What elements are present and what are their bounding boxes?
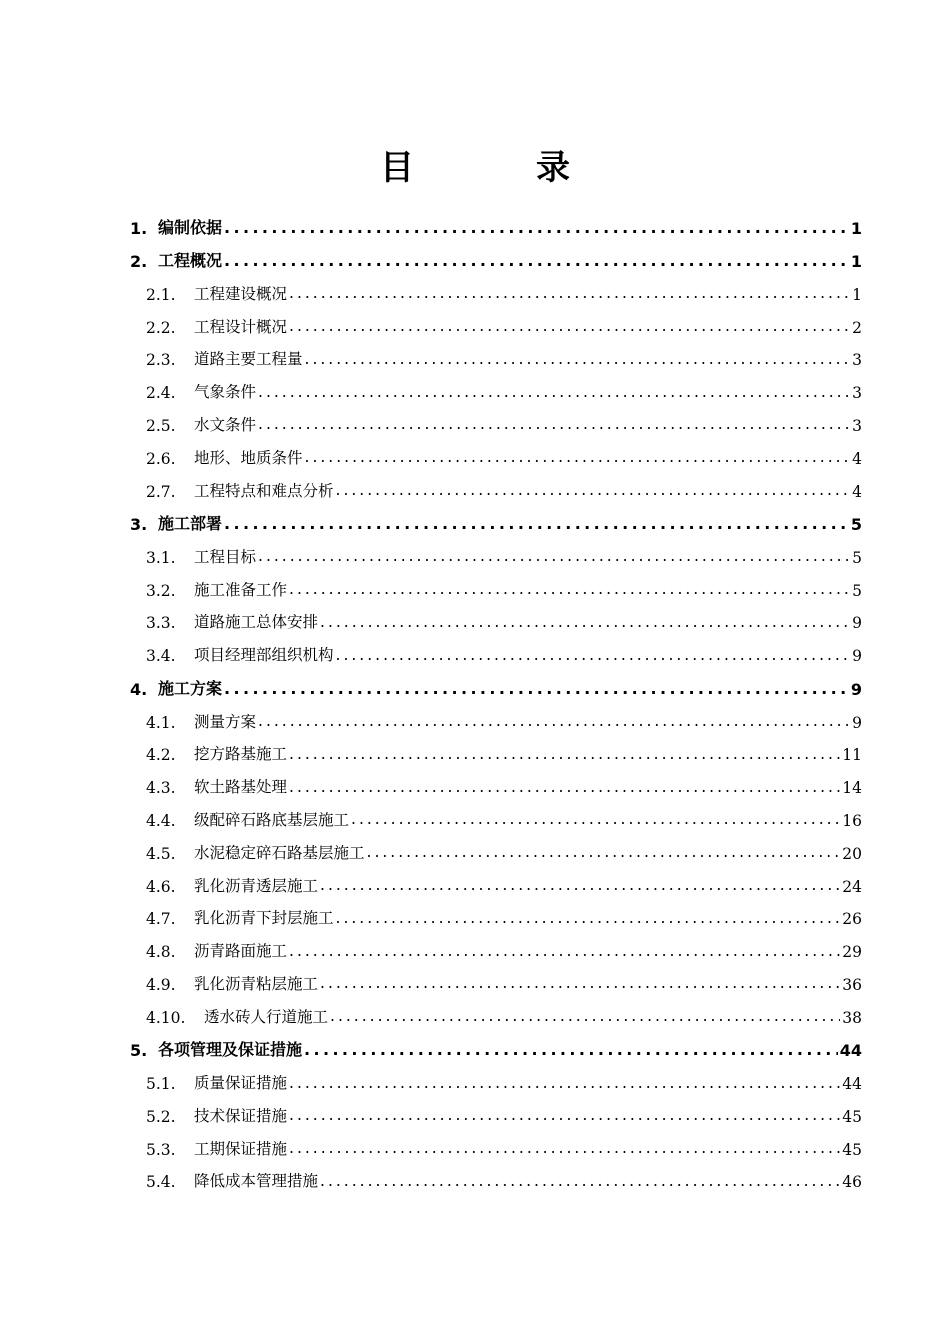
toc-entry-page: 9 [852,614,862,633]
toc-entry-label: 工期保证措施 [194,1139,288,1158]
toc-entry-number: 5. [130,1041,148,1061]
toc-leader-dots [289,1141,840,1159]
toc-entry-number: 3.1. [146,548,176,567]
toc-entry-label: 沥青路面施工 [194,942,288,961]
toc-entry[interactable] [130,501,862,535]
toc-entry-label: 施工方案 [158,678,223,698]
toc-entry-number: 5.2. [146,1107,176,1126]
toc-entry-number: 3. [130,515,148,535]
toc-entry-page: 4 [852,449,862,468]
toc-entry-number: 5.1. [146,1075,176,1094]
toc-entry[interactable] [130,732,862,765]
toc-entry-number: 4.9. [146,975,176,994]
toc-entry-number: 2.1. [146,285,176,304]
toc-entry-label: 工程建设概况 [194,284,288,303]
toc-entry[interactable] [130,1093,862,1126]
toc-leader-dots [289,582,850,600]
toc-entry-number: 4.7. [146,910,176,929]
toc-entry-label: 乳化沥青粘层施工 [194,974,319,993]
toc-entry-number: 3.2. [146,581,176,600]
toc-entry-label: 水文条件 [194,415,257,434]
toc-entry[interactable] [130,830,862,863]
toc-entry-number: 2.7. [146,482,176,501]
toc-entry-label: 施工部署 [158,514,223,534]
toc-entry-page: 46 [842,1173,862,1192]
toc-entry-page: 5 [852,581,862,600]
page-title: 目 录 [380,148,614,188]
toc-entry-number: 4.4. [146,811,176,830]
toc-leader-dots [289,286,850,304]
toc-entry-number: 4.6. [146,877,176,896]
toc-entry-page: 24 [842,877,862,896]
toc-entry-label: 透水砖人行道施工 [204,1007,329,1026]
toc-entry-number: 2.3. [146,351,176,370]
toc-entry[interactable] [130,567,862,600]
toc-entry-number: 3.4. [146,647,176,666]
toc-leader-dots [320,976,840,994]
toc-entry[interactable] [130,369,862,402]
toc-leader-dots [289,780,840,798]
toc-entry-number: 2. [130,252,148,271]
toc-entry-page: 1 [852,285,862,304]
toc-leader-dots [289,747,840,765]
toc-entry-number: 2.4. [146,384,176,403]
toc-entry-page: 1 [850,218,862,238]
toc-entry-page: 5 [850,515,862,535]
toc-entry-number: 4.10. [146,1008,186,1027]
toc-entry-label: 工程特点和难点分析 [194,481,334,500]
toc-entry-number: 2.6. [146,449,176,468]
toc-entry-page: 14 [842,779,862,798]
toc-entry[interactable] [130,1060,862,1093]
toc-entry-page: 9 [852,713,862,732]
toc-entry[interactable] [130,435,862,468]
toc-entry-number: 1. [130,218,148,238]
toc-entry[interactable] [130,665,862,699]
toc-entry-page: 44 [839,1041,862,1061]
toc-entry-number: 4. [130,679,148,699]
toc-entry-number: 4.5. [146,844,176,863]
toc-entry[interactable] [130,1159,862,1192]
toc-entry-number: 5.4. [146,1173,176,1192]
toc-entry-label: 施工准备工作 [194,580,288,599]
toc-entry[interactable] [130,271,862,304]
toc-entry-label: 级配碎石路底基层施工 [194,810,350,829]
toc-entry-page: 1 [850,252,862,271]
toc-entry-label: 地形、地质条件 [194,448,303,467]
toc-entry[interactable] [130,534,862,567]
toc-leader-dots [304,1042,838,1060]
toc-entry[interactable] [130,699,862,732]
toc-entry-page: 45 [842,1140,862,1159]
toc-leader-dots [305,352,851,370]
toc-entry-page: 26 [842,910,862,929]
toc-leader-dots [258,385,850,403]
toc-entry-page: 3 [852,384,862,403]
toc-leader-dots [320,878,840,896]
toc-entry-page: 29 [842,943,862,962]
toc-leader-dots [330,1009,840,1027]
toc-entry-number: 2.2. [146,318,176,337]
toc-leader-dots [224,253,849,271]
toc-entry-page: 5 [852,548,862,567]
toc-leader-dots [224,516,849,534]
toc-entry[interactable] [130,797,862,830]
toc-entry[interactable] [130,304,862,337]
toc-entry-label: 测量方案 [194,712,257,731]
toc-entry[interactable] [130,204,862,238]
toc-entry-page: 44 [842,1075,862,1094]
toc-entry-label: 乳化沥青透层施工 [194,876,319,895]
toc-leader-dots [258,549,850,567]
toc-entry[interactable] [130,1027,862,1061]
toc-leader-dots [258,417,850,435]
toc-entry-label: 道路施工总体安排 [194,613,319,632]
toc-entry-page: 20 [842,844,862,863]
toc-entry-number: 2.5. [146,416,176,435]
toc-entry-page: 38 [842,1008,862,1027]
toc-entry-label: 技术保证措施 [194,1106,288,1125]
toc-entry-label: 编制依据 [158,217,223,237]
toc-entry-page: 11 [842,746,862,765]
toc-entry-page: 36 [842,975,862,994]
toc-leader-dots [289,1076,840,1094]
toc-leader-dots [336,648,851,666]
toc-entry-label: 乳化沥青下封层施工 [194,909,334,928]
toc-entry-label: 水泥稳定碎石路基层施工 [194,843,365,862]
toc-entry-page: 4 [852,482,862,501]
toc-entry-number: 3.3. [146,614,176,633]
toc-entry-number: 4.3. [146,779,176,798]
toc-entry-label: 工程设计概况 [194,317,288,336]
toc-entry[interactable] [130,863,862,896]
toc-entry-label: 各项管理及保证措施 [158,1040,303,1060]
toc-entry[interactable] [130,468,862,501]
toc-entry-label: 挖方路基施工 [194,745,288,764]
toc-entry[interactable] [130,1126,862,1159]
toc-entry[interactable] [130,632,862,665]
toc-entry[interactable] [130,928,862,961]
toc-entry-label: 降低成本管理措施 [194,1172,319,1191]
toc-entry[interactable] [130,600,862,633]
toc-leader-dots [351,812,840,830]
toc-entry-label: 工程概况 [158,251,223,270]
toc-entry-page: 45 [842,1107,862,1126]
toc-entry-label: 气象条件 [194,383,257,402]
toc-entry-label: 项目经理部组织机构 [194,646,334,665]
toc-entry[interactable] [130,961,862,994]
toc-entry[interactable] [130,764,862,797]
toc-entry-number: 4.1. [146,713,176,732]
toc-leader-dots [224,220,849,238]
toc-entry-page: 16 [842,811,862,830]
table-of-contents [130,204,862,1191]
toc-entry-label: 质量保证措施 [194,1074,288,1093]
toc-entry-page: 9 [850,679,862,699]
toc-entry-number: 4.8. [146,943,176,962]
toc-entry[interactable] [130,994,862,1027]
toc-leader-dots [258,714,850,732]
toc-entry[interactable] [130,402,862,435]
toc-leader-dots [320,615,850,633]
toc-entry-label: 道路主要工程量 [194,350,303,369]
toc-leader-dots [367,845,841,863]
toc-entry-number: 5.3. [146,1140,176,1159]
toc-entry[interactable] [130,337,862,370]
toc-entry[interactable] [130,238,862,272]
toc-entry-page: 3 [852,416,862,435]
toc-entry-page: 2 [852,318,862,337]
toc-entry-number: 4.2. [146,746,176,765]
toc-entry-label: 工程目标 [194,547,257,566]
toc-leader-dots [336,483,851,501]
toc-leader-dots [289,1108,840,1126]
toc-leader-dots [289,319,850,337]
toc-entry[interactable] [130,896,862,929]
toc-leader-dots [224,681,849,699]
toc-entry-label: 软土路基处理 [194,778,288,797]
toc-entry-page: 9 [852,647,862,666]
toc-leader-dots [336,911,841,929]
toc-leader-dots [305,450,851,468]
toc-leader-dots [320,1174,840,1192]
toc-leader-dots [289,944,840,962]
toc-entry-page: 3 [852,351,862,370]
